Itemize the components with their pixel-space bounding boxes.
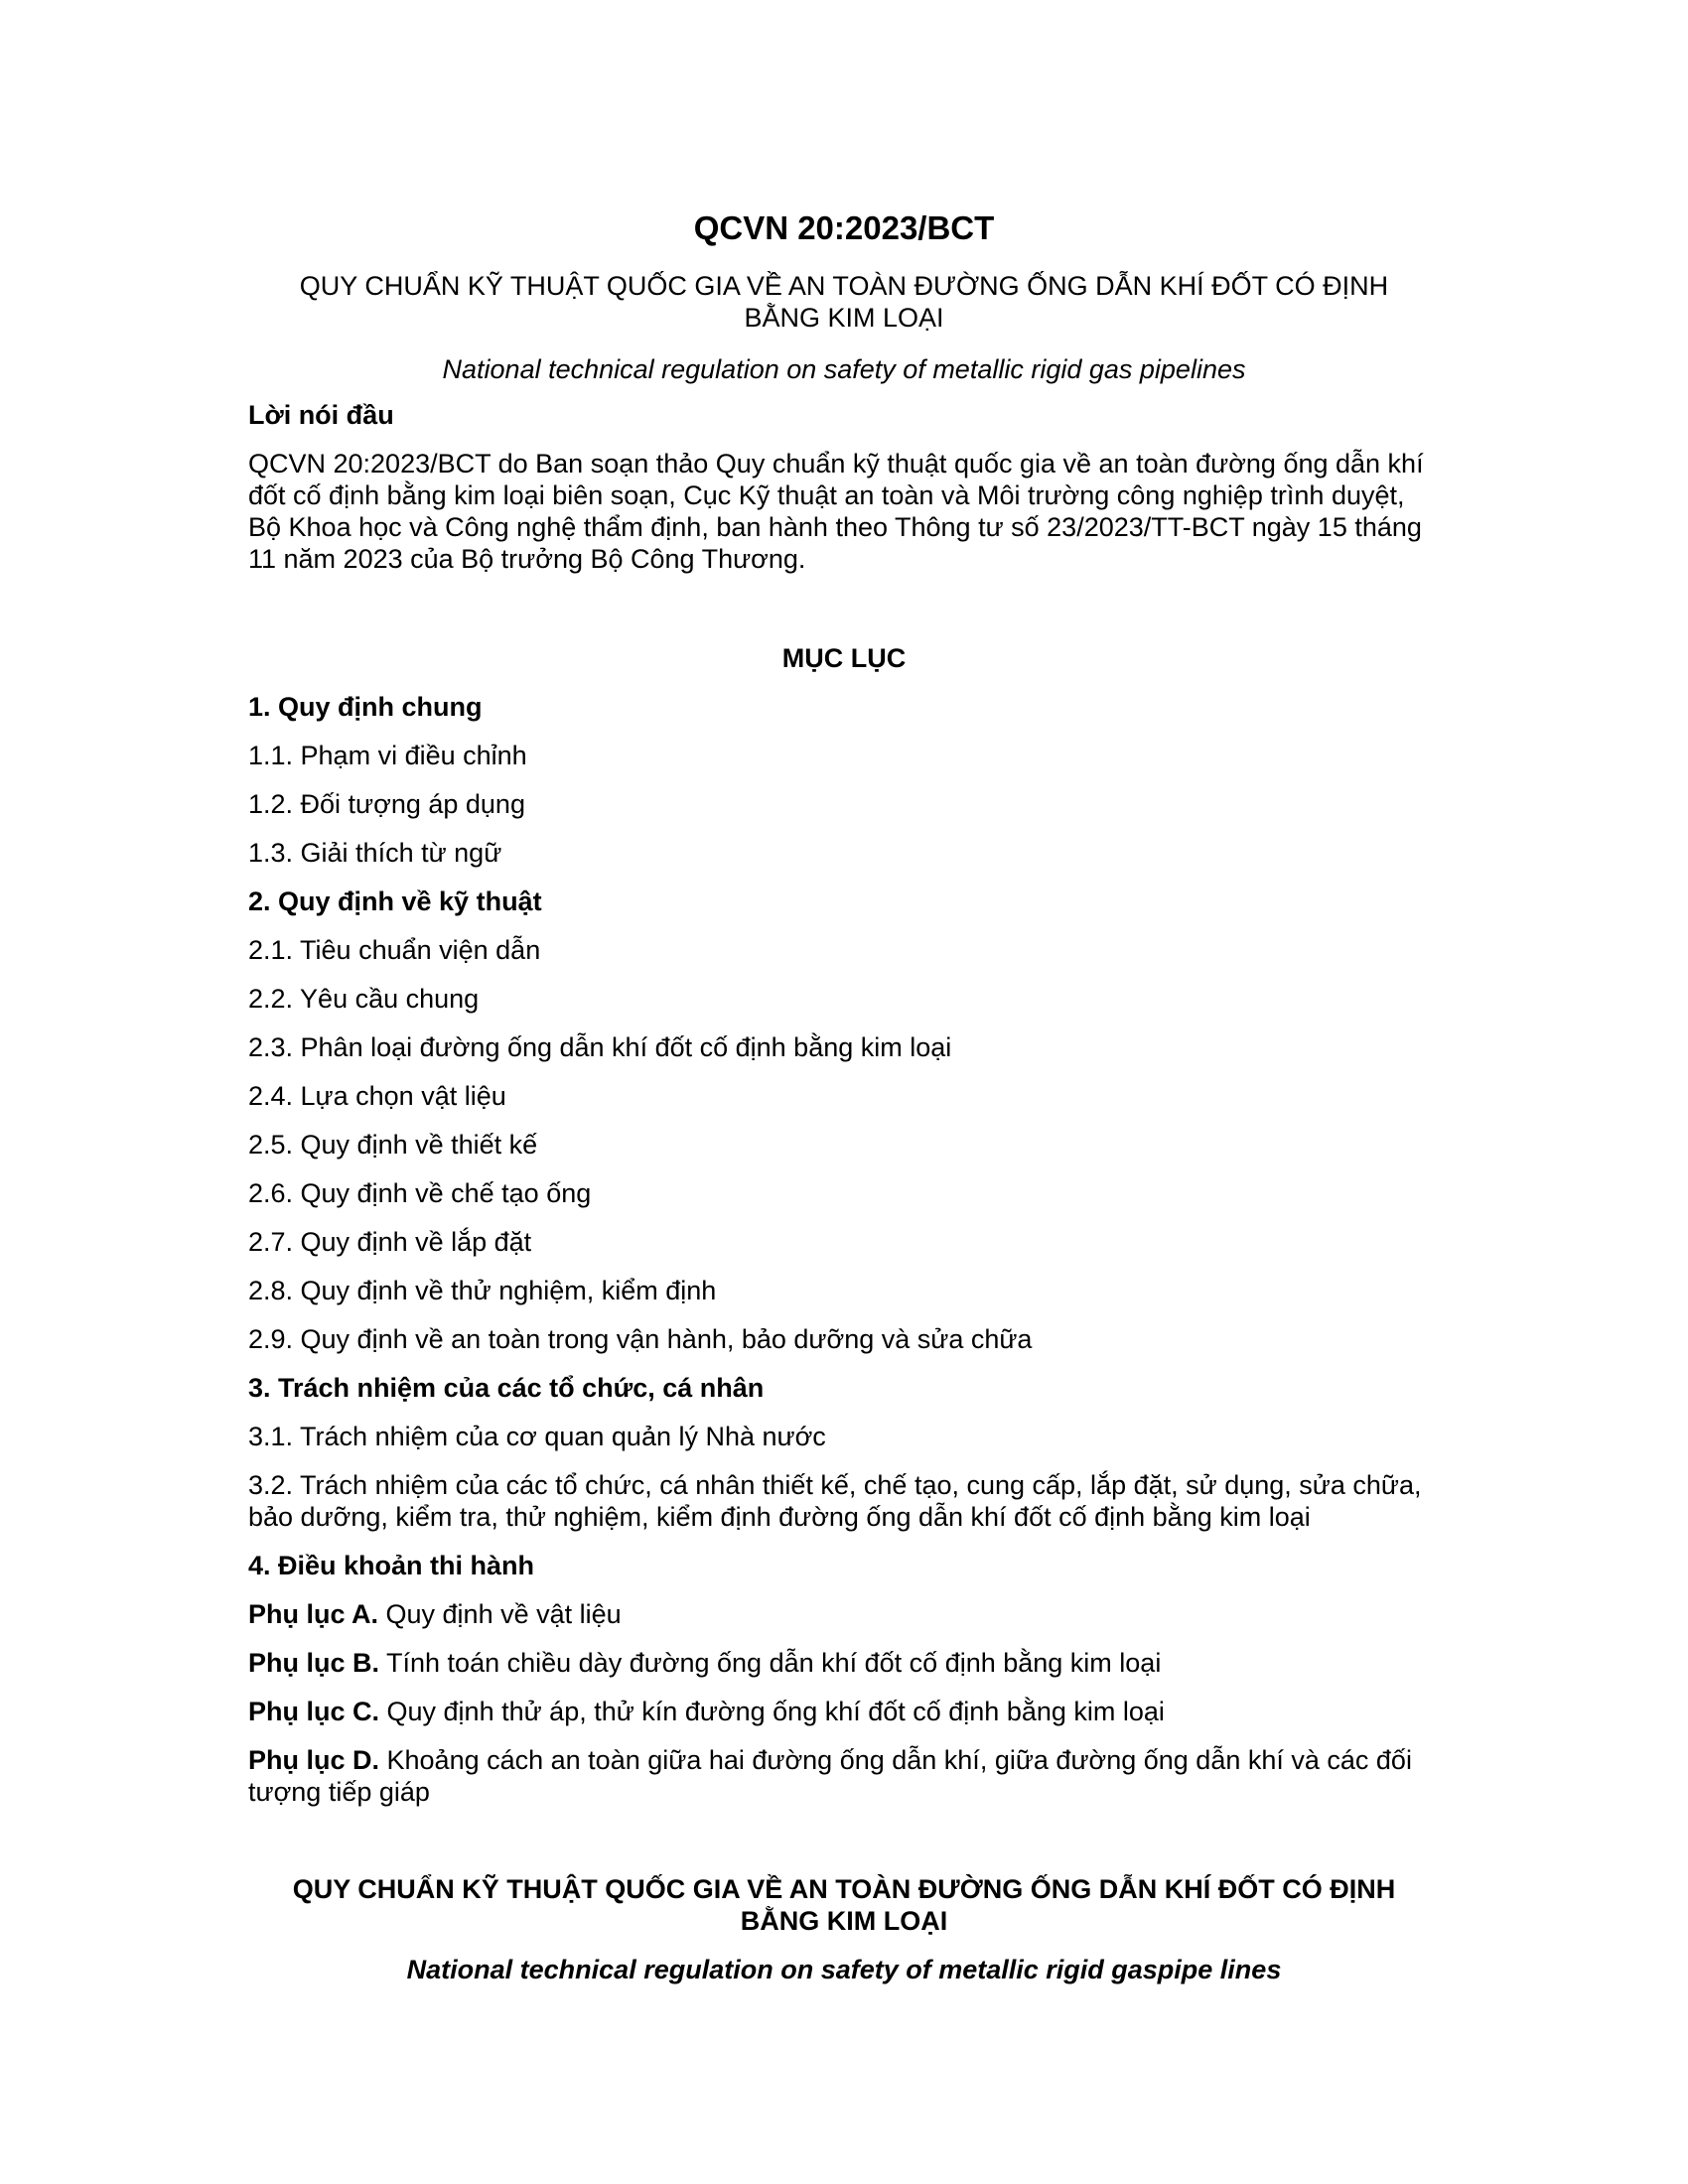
document-page: [248, 208, 1440, 1985]
toc-subsection-item: 2.8. Quy định về thử nghiệm, kiểm định: [248, 1276, 717, 1305]
foreword-heading: Lời nói đầu: [248, 400, 394, 430]
appendix-text: Quy định về vật liệu: [378, 1599, 622, 1629]
toc-subsection-item: 2.3. Phân loại đường ống dẫn khí đốt cố định bằng kim loại: [248, 1032, 952, 1062]
toc-subsection-item: 1.1. Phạm vi điều chỉnh: [248, 741, 527, 770]
toc-subsection-item: 1.2. Đối tượng áp dụng: [248, 789, 525, 819]
closing-title-en: National technical regulation on safety of metallic rigid gaspipe lines: [406, 1955, 1282, 1984]
toc-subsection-item: 3.1. Trách nhiệm của cơ quan quản lý Nhà nước: [248, 1422, 826, 1451]
appendix-label: Phụ lục A.: [248, 1599, 379, 1629]
appendix-label: Phụ lục D.: [248, 1745, 380, 1775]
document-title-vi: QUY CHUẨN KỸ THUẬT QUỐC GIA VỀ AN TOÀN ĐƯỜNG ỐNG DẪN KHÍ ĐỐT CÓ ĐỊNH BẰNG KIM LOẠI: [299, 271, 1389, 333]
appendix-label: Phụ lục B.: [248, 1648, 380, 1678]
toc-subsection-item: 2.5. Quy định về thiết kế: [248, 1130, 538, 1160]
toc-subsection-item: 2.2. Yêu cầu chung: [248, 984, 480, 1014]
toc-list: [248, 691, 1440, 1581]
document-title-en: National technical regulation on safety of metallic rigid gas pipelines: [442, 354, 1246, 384]
toc-subsection-item: 2.6. Quy định về chế tạo ống: [248, 1178, 592, 1208]
appendix-label: Phụ lục C.: [248, 1697, 380, 1726]
toc-section-heading: 3. Trách nhiệm của các tổ chức, cá nhân: [248, 1373, 765, 1403]
appendix-text: Tính toán chiều dày đường ống dẫn khí đốt cố định bằng kim loại: [379, 1648, 1162, 1678]
toc-subsection-item: 1.3. Giải thích từ ngữ: [248, 838, 502, 868]
toc-appendix-item: [248, 1598, 1440, 1630]
toc-section-heading: 4. Điều khoản thi hành: [248, 1551, 535, 1580]
document-code: QCVN 20:2023/BCT: [693, 209, 995, 246]
appendix-text: Khoảng cách an toàn giữa hai đường ống dẫn khí, giữa đường ống dẫn khí và các đối tượng tiếp giáp: [248, 1745, 1412, 1807]
toc-section-heading: 2. Quy định về kỹ thuật: [248, 887, 542, 916]
toc-appendix-item: [248, 1696, 1440, 1727]
foreword-body: QCVN 20:2023/BCT do Ban soạn thảo Quy chuẩn kỹ thuật quốc gia về an toàn đường ống dẫn khí đốt cố định bằng kim loại biên soạn, Cục Kỹ thuật an toàn và Môi trường công nghiệp trình duyệt, Bộ Khoa học và Công nghệ thẩm định, ban hành theo Thông tư số 23/2023/TT-BCT ngày 15 tháng 11 năm 2023 của Bộ trưởng Bộ Công Thương.: [248, 449, 1424, 574]
appendix-text: Quy định thử áp, thử kín đường ống khí đốt cố định bằng kim loại: [379, 1697, 1165, 1726]
toc-subsection-item: 2.7. Quy định về lắp đặt: [248, 1227, 532, 1257]
toc-subsection-item: 2.1. Tiêu chuẩn viện dẫn: [248, 935, 541, 965]
toc-appendix-item: [248, 1744, 1440, 1808]
toc-title: MỤC LỤC: [781, 643, 907, 673]
toc-subsection-item: 3.2. Trách nhiệm của các tổ chức, cá nhân thiết kế, chế tạo, cung cấp, lắp đặt, sử dụng, sửa chữa, bảo dưỡng, kiểm tra, thử nghiệm, kiểm định đường ống dẫn khí đốt cố định bằng kim loại: [248, 1470, 1422, 1532]
closing-title-vi: QUY CHUẨN KỸ THUẬT QUỐC GIA VỀ AN TOÀN ĐƯỜNG ỐNG DẪN KHÍ ĐỐT CÓ ĐỊNH BẰNG KIM LOẠI: [292, 1874, 1396, 1936]
toc-subsection-item: 2.4. Lựa chọn vật liệu: [248, 1081, 506, 1111]
appendix-list: [248, 1598, 1440, 1808]
toc-appendix-item: [248, 1647, 1440, 1679]
toc-section-heading: 1. Quy định chung: [248, 692, 483, 722]
toc-subsection-item: 2.9. Quy định về an toàn trong vận hành, bảo dưỡng và sửa chữa: [248, 1324, 1033, 1354]
